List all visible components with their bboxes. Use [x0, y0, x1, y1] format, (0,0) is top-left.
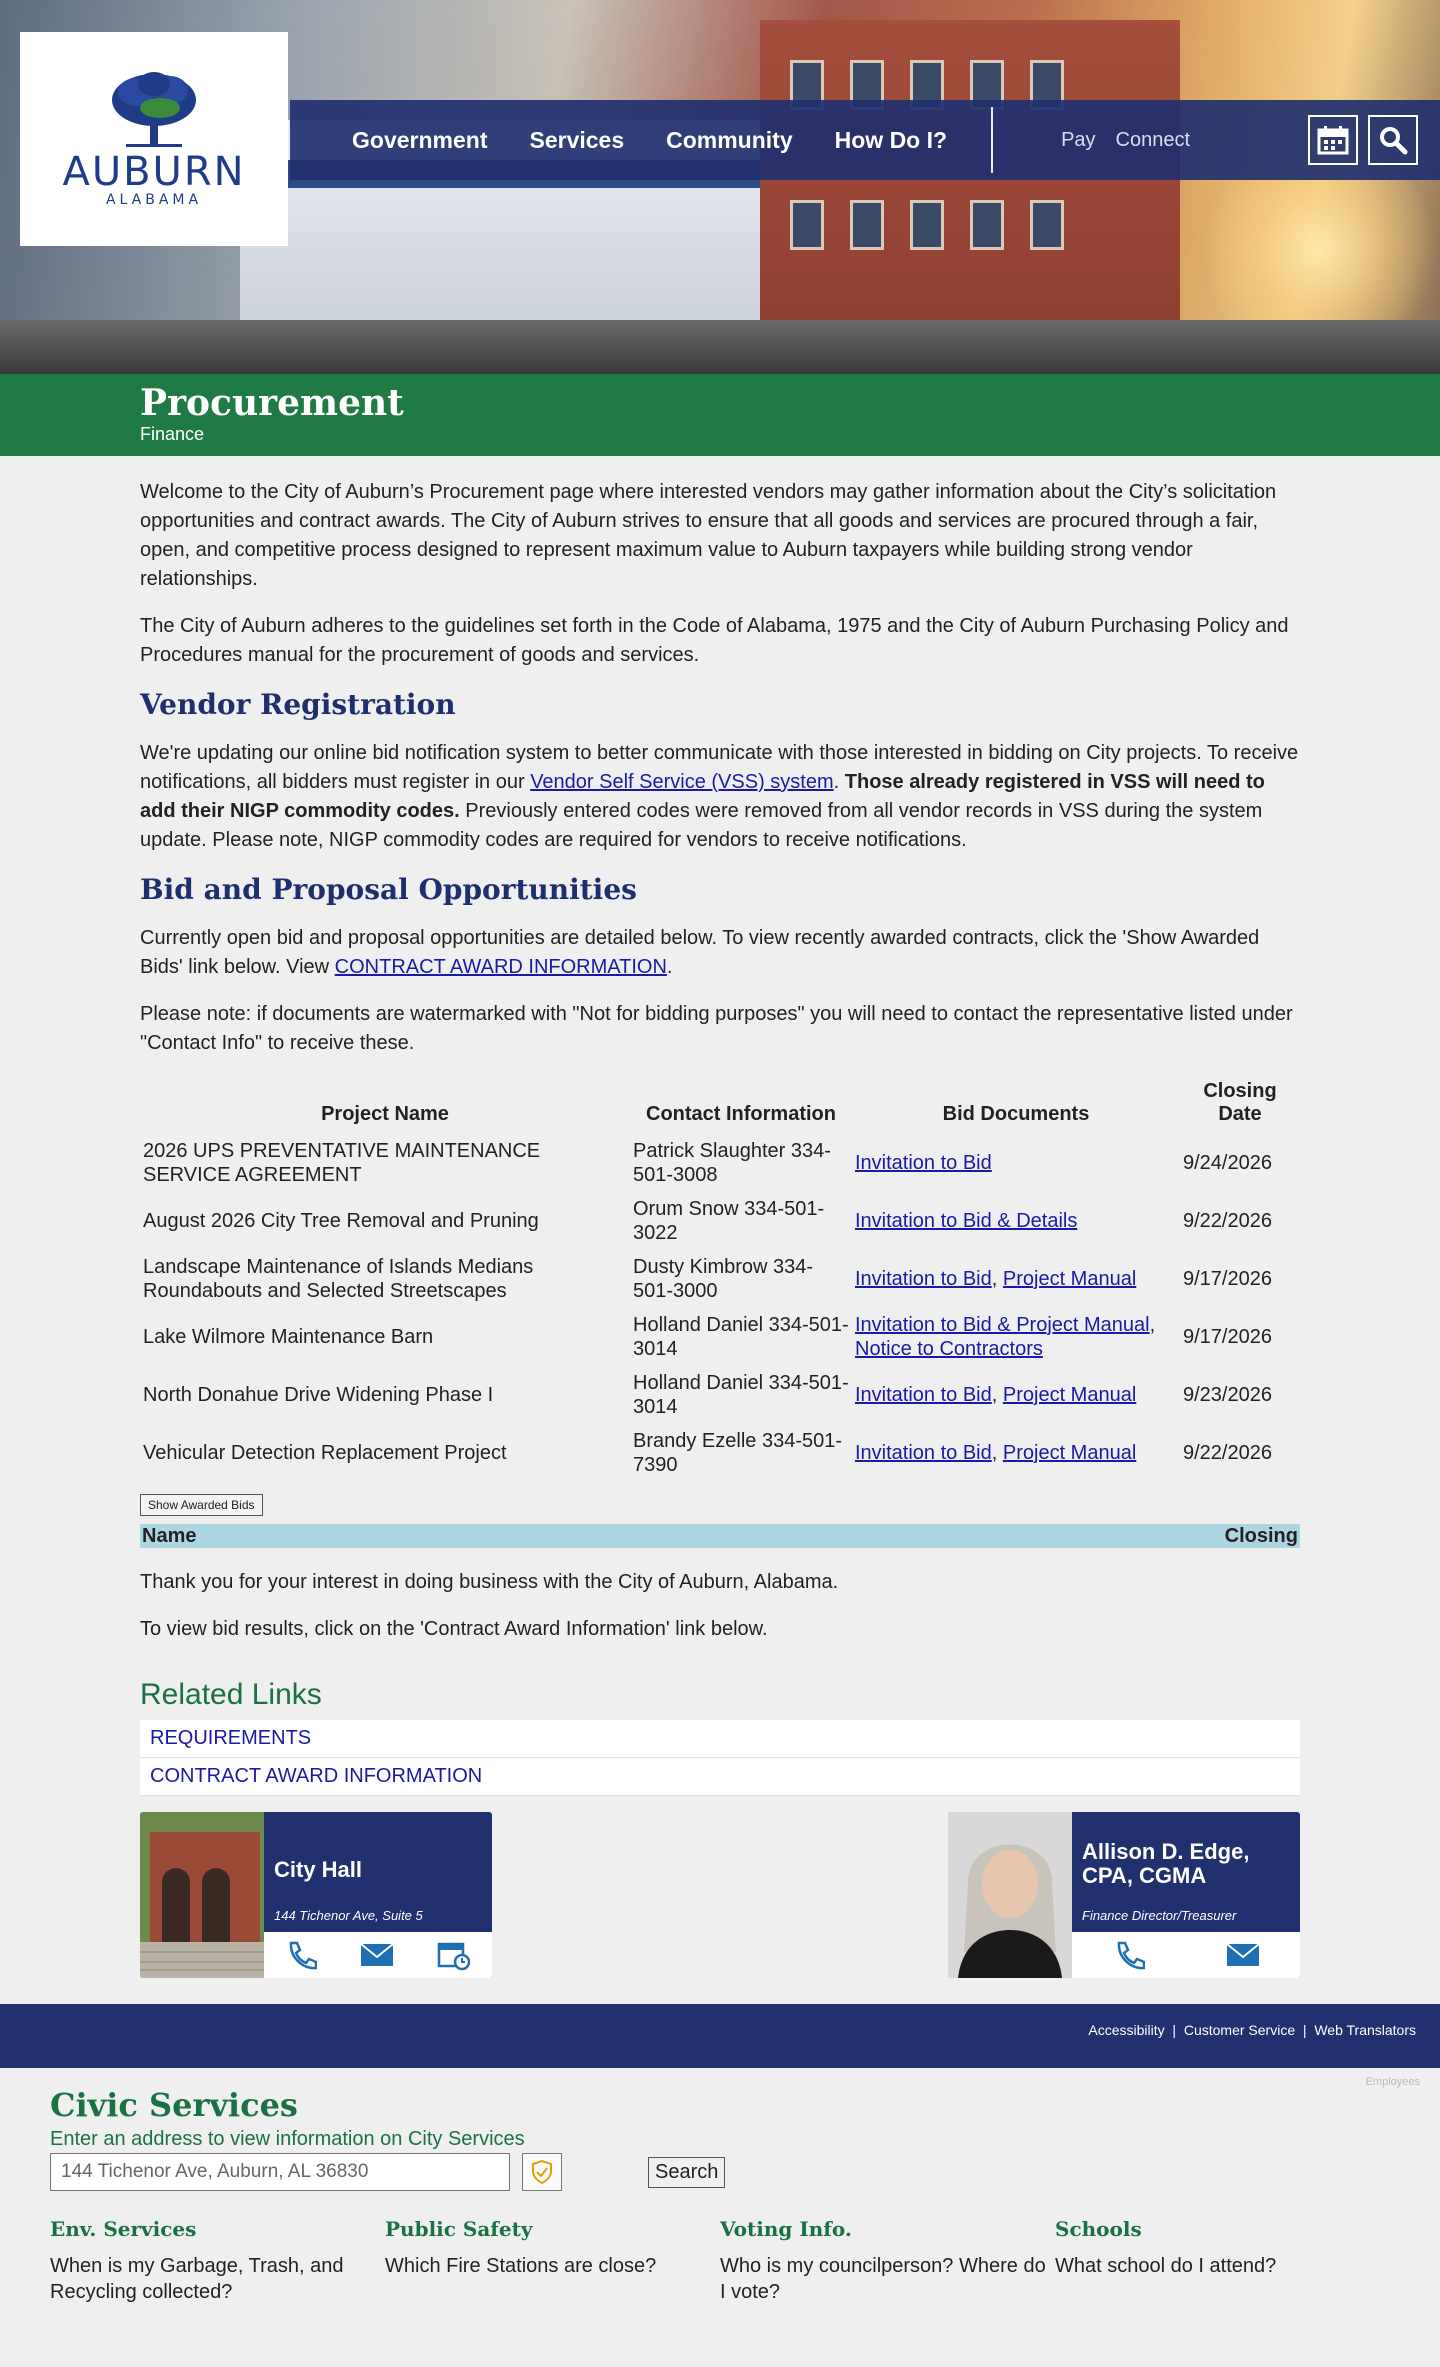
- nav-divider: [991, 107, 993, 173]
- bid-opportunities-heading: Bid and Proposal Opportunities: [140, 873, 637, 906]
- footer-employees[interactable]: Employees: [1365, 2076, 1420, 2088]
- col-project-name: Project Name: [321, 1103, 449, 1125]
- schools-title: Schools: [1055, 2217, 1142, 2241]
- bid-project-name: 2026 UPS PREVENTATIVE MAINTENANCE SERVICE AGREEMENT: [143, 1140, 541, 1186]
- bid-document-link[interactable]: Invitation to Bid: [855, 1268, 992, 1290]
- show-awarded-bids-button[interactable]: Show Awarded Bids: [140, 1494, 263, 1516]
- footer-bar: [0, 2004, 1440, 2088]
- schools-col: [1055, 2217, 1390, 2305]
- bid-document-link[interactable]: Project Manual: [1002, 1384, 1137, 1406]
- voting-info-title: Voting Info.: [720, 2217, 852, 2241]
- bids-table: [140, 1076, 1300, 1482]
- calendar-clock-icon[interactable]: [437, 1939, 471, 1971]
- civic-services: [0, 2068, 1440, 2345]
- col-contact: Contact Information: [646, 1103, 836, 1125]
- vss-link[interactable]: Vendor Self Service (VSS) system: [530, 771, 834, 793]
- logo-word: AUBURN: [62, 149, 246, 195]
- site-logo[interactable]: [20, 32, 288, 246]
- bid-results-text: To view bid results, click on the 'Contract Award Information' link below.: [140, 1618, 768, 1640]
- env-services-col: [50, 2217, 385, 2305]
- finance-director-name: Allison D. Edge, CPA, CGMA: [1082, 1839, 1250, 1888]
- bid-contact: Orum Snow 334-501-3022: [633, 1198, 825, 1244]
- address-input[interactable]: 144 Tichenor Ave, Auburn, AL 36830: [50, 2153, 510, 2191]
- schools-link[interactable]: What school do I attend?: [1055, 2255, 1277, 2277]
- related-link-contract-award[interactable]: CONTRACT AWARD INFORMATION: [140, 1758, 1300, 1796]
- bid-documents: Invitation to Bid & Project Manual, Notice to Contractors: [855, 1314, 1156, 1360]
- email-icon[interactable]: [1226, 1942, 1260, 1968]
- vendor-registration-heading: Vendor Registration: [140, 688, 456, 721]
- finance-director-photo: [948, 1812, 1072, 1978]
- bid-project-name: August 2026 City Tree Removal and Pruning: [143, 1210, 539, 1232]
- public-safety-link[interactable]: Which Fire Stations are close?: [385, 2255, 657, 2277]
- nav-connect[interactable]: Connect: [1115, 128, 1191, 151]
- nav-government[interactable]: Government: [352, 126, 488, 153]
- calendar-icon: [1317, 125, 1349, 155]
- bid-closing-date: 9/22/2026: [1183, 1442, 1272, 1464]
- city-hall-address: 144 Tichenor Ave, Suite 5: [274, 1908, 423, 1923]
- nav-pay[interactable]: Pay: [1061, 128, 1096, 151]
- bid-project-name: North Donahue Drive Widening Phase I: [143, 1384, 494, 1406]
- bid-closing-date: 9/17/2026: [1183, 1326, 1272, 1348]
- bid-closing-date: 9/22/2026: [1183, 1210, 1272, 1232]
- bid-document-link[interactable]: Invitation to Bid: [855, 1384, 992, 1406]
- bid-document-link[interactable]: Invitation to Bid: [855, 1442, 992, 1464]
- civic-search-button[interactable]: Search: [648, 2157, 725, 2188]
- bid-contact: Patrick Slaughter 334-501-3008: [633, 1140, 831, 1186]
- bid-row: [140, 1366, 1300, 1424]
- awarded-bids-header: [140, 1524, 1300, 1548]
- bid-row: [140, 1424, 1300, 1482]
- search-button[interactable]: [1368, 115, 1418, 165]
- bid-row: [140, 1250, 1300, 1308]
- phone-icon[interactable]: [285, 1940, 317, 1970]
- bid-documents: [852, 1192, 1180, 1250]
- bid-document-link[interactable]: Project Manual: [1002, 1268, 1137, 1290]
- search-icon: [1378, 125, 1408, 155]
- footer-web-translators[interactable]: Web Translators: [1314, 2022, 1416, 2038]
- voting-info-link[interactable]: Who is my councilperson? Where do I vote?: [720, 2255, 1046, 2303]
- col-closing-date: Closing Date: [1203, 1080, 1277, 1125]
- public-safety-col: [385, 2217, 720, 2305]
- email-icon[interactable]: [360, 1942, 394, 1968]
- city-hall-photo: [140, 1812, 264, 1978]
- footer-customer-service[interactable]: Customer Service: [1183, 2022, 1296, 2038]
- city-hall-title: City Hall: [274, 1857, 363, 1882]
- city-hall-card: [140, 1812, 492, 1978]
- shield-button[interactable]: [522, 2153, 562, 2191]
- col-bid-documents: Bid Documents: [942, 1103, 1090, 1125]
- bid-documents: Invitation to Bid, Project Manual: [855, 1268, 1137, 1290]
- public-safety-title: Public Safety: [385, 2217, 533, 2241]
- main-navigation: [290, 100, 1440, 180]
- bid-row: [140, 1134, 1300, 1192]
- bid-closing-date: 9/24/2026: [1183, 1152, 1272, 1174]
- hero-building-right: [760, 20, 1180, 350]
- bid-documents: [852, 1134, 1180, 1192]
- related-link-requirements[interactable]: REQUIREMENTS: [140, 1720, 1300, 1758]
- bid-row: [140, 1308, 1300, 1366]
- bid-documents: Invitation to Bid, Project Manual: [855, 1442, 1137, 1464]
- bid-row: [140, 1192, 1300, 1250]
- vendor-registration-text: We're updating our online bid notification system to better communicate with those interested in bidding on City projects. To receive notifications, all bidders must register in our Vendor Self Service (VSS) system. Those already registered in VSS will need to add their NIGP commodity codes. Previously entered codes were removed from all vendor records in VSS during the system update. Please note, NIGP commodity codes are required for vendors to receive notifications.: [140, 742, 1299, 851]
- intro-paragraph-1: Welcome to the City of Auburn’s Procurement page where interested vendors may gather information about the City’s solicitation opportunities and contract awards. The City of Auburn strives to ensure that all goods and services are procured through a fair, open, and competitive process designed to represent maximum value to Auburn taxpayers while building strong vendor relationships.: [140, 481, 1277, 590]
- nav-community[interactable]: Community: [666, 126, 793, 153]
- awarded-name-col: Name: [142, 1524, 197, 1547]
- civic-services-intro: Enter an address to view information on City Services: [50, 2128, 525, 2150]
- thank-you-text: Thank you for your interest in doing business with the City of Auburn, Alabama.: [140, 1571, 839, 1593]
- bid-contact: Brandy Ezelle 334-501-7390: [633, 1430, 843, 1476]
- watermark-note: Please note: if documents are watermarked with "Not for bidding purposes" you will need to contact the representative listed under "Contact Info" to receive these.: [140, 1003, 1293, 1054]
- voting-info-col: [720, 2217, 1055, 2305]
- bid-contact: Dusty Kimbrow 334-501-3000: [633, 1256, 814, 1302]
- bid-document-link[interactable]: Invitation to Bid & Details: [855, 1210, 1078, 1232]
- bid-project-name: Landscape Maintenance of Islands Medians Roundabouts and Selected Streetscapes: [143, 1256, 534, 1302]
- bid-closing-date: 9/23/2026: [1183, 1384, 1272, 1406]
- shield-check-icon: [531, 2160, 553, 2184]
- hero-street: [0, 320, 1440, 374]
- bid-project-name: Lake Wilmore Maintenance Barn: [143, 1326, 434, 1348]
- bid-documents: Invitation to Bid, Project Manual: [855, 1384, 1137, 1406]
- bid-contact: Holland Daniel 334-501-3014: [633, 1372, 849, 1418]
- calendar-button[interactable]: [1308, 115, 1358, 165]
- nav-services[interactable]: Services: [529, 126, 625, 153]
- nav-how-do-i[interactable]: How Do I?: [834, 126, 948, 153]
- bid-closing-date: 9/17/2026: [1183, 1268, 1272, 1290]
- finance-director-card: [948, 1812, 1300, 1978]
- bid-document-link[interactable]: Project Manual: [1002, 1442, 1137, 1464]
- oak-tree-icon: [106, 70, 202, 150]
- bid-opportunities-text: Currently open bid and proposal opportunities are detailed below. To view recently awarded contracts, click the 'Show Awarded Bids' link below. View CONTRACT AWARD INFORMATION.: [140, 927, 1260, 978]
- footer-accessibility[interactable]: Accessibility: [1088, 2022, 1165, 2038]
- contact-cards: [140, 1812, 1300, 2002]
- intro-paragraph-2: The City of Auburn adheres to the guidelines set forth in the Code of Alabama, 1975 and the City of Auburn Purchasing Policy and Procedures manual for the procurement of goods and services.: [140, 615, 1289, 666]
- bid-contact: Holland Daniel 334-501-3014: [633, 1314, 849, 1360]
- bid-document-link[interactable]: Invitation to Bid & Project Manual: [855, 1314, 1150, 1336]
- contract-award-link[interactable]: CONTRACT AWARD INFORMATION: [334, 956, 667, 978]
- footer-links: Accessibility | Customer Service | Web Translators: [1088, 2022, 1416, 2038]
- bid-document-link[interactable]: Invitation to Bid: [855, 1152, 992, 1174]
- page-breadcrumb-finance[interactable]: Finance: [140, 424, 205, 444]
- env-services-title: Env. Services: [50, 2217, 197, 2241]
- related-links-heading: Related Links: [140, 1678, 322, 1711]
- page-title: Procurement: [140, 382, 404, 424]
- logo-subtitle: ALABAMA: [105, 192, 203, 208]
- phone-icon[interactable]: [1113, 1940, 1145, 1970]
- env-services-link[interactable]: When is my Garbage, Trash, and Recycling collected?: [50, 2255, 344, 2303]
- bid-document-link[interactable]: Notice to Contractors: [855, 1338, 1043, 1360]
- finance-director-role: Finance Director/Treasurer: [1082, 1908, 1237, 1923]
- civic-services-heading: Civic Services: [50, 2086, 298, 2124]
- main-content: [140, 456, 1300, 2002]
- awarded-closing-col: Closing: [1224, 1524, 1298, 1547]
- hero-banner: [0, 0, 1440, 374]
- bid-project-name: Vehicular Detection Replacement Project: [143, 1442, 507, 1464]
